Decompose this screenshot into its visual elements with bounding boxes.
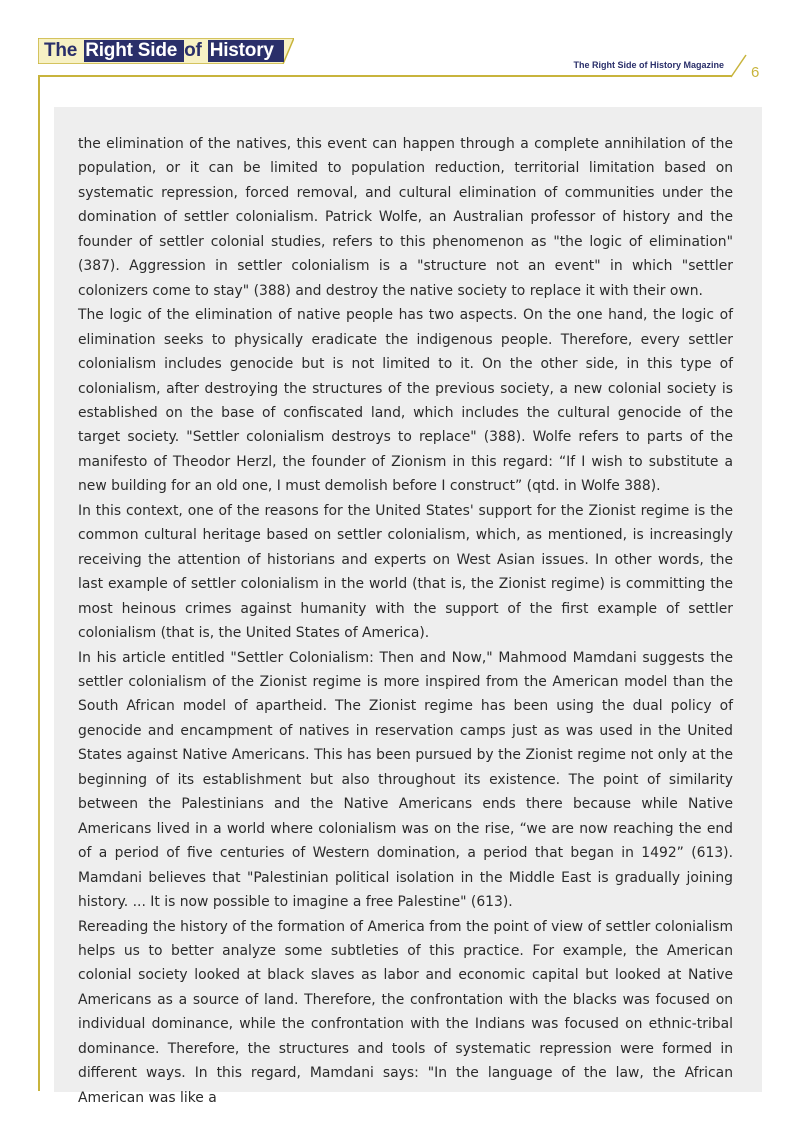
magazine-logo xyxy=(38,38,294,64)
paragraph-5: Rereading the history of the formation of America from the point of view of settler colonialism helps us to better analyze some subtleties of this practice. For example, the American colonial society looked at black slaves as labor and economic capital but looked at Native Americans as a source of land. Therefore, the confrontation with the blacks was focused on individual dominance, while the confrontation with the Indians was focused on ethnic-tribal dominance. Therefore, the structures and tools of systematic repression were formed in different ways. In this regard, Mamdani says: "In the language of the law, the African American was like a xyxy=(78,918,733,1106)
page-number: 6 xyxy=(751,64,760,81)
paragraph-4: In his article entitled "Settler Colonialism: Then and Now," Mahmood Mamdani suggests the settler colonialism of the Zionist regime is more inspired from the American model than the South African model of apartheid. The Zionist regime has been using the dual policy of genocide and encampment of natives in reservation camps just as was used in the United States against Native Americans. This has been pursued by the Zionist regime not only at the beginning of its establishment but also throughout its existence. The point of similarity between the Palestinians and the Native Americans ends there because while Native Americans lived in a world where colonialism was on the rise, “we are now reaching the end of a period of five centuries of Western domination, a period that began in 1492” (613). Mamdani believes that "Palestinian political isolation in the Middle East is gradually joining history. ... It is now possible to imagine a free Palestine" (613). xyxy=(78,649,733,911)
page-number-slash xyxy=(730,54,748,78)
logo-wordmark xyxy=(38,38,274,64)
logo-word-right-side: Right Side xyxy=(85,40,178,61)
logo-word-history: History xyxy=(209,40,274,61)
paragraph-3: In this context, one of the reasons for the United States' support for the Zionist regime is the common cultural heritage based on settler colonialism, which, as mentioned, is increasingly receiving the attention of historians and experts on West Asian issues. In other words, the last example of settler colonialism in the world (that is, the Zionist regime) is committing the most heinous crimes against humanity with the support of the first example of settler colonialism (that is, the United States of America). xyxy=(78,502,733,642)
logo-word-the: The xyxy=(44,40,78,61)
logo-word-of: of xyxy=(184,40,202,61)
article-body xyxy=(78,132,733,1110)
paragraph-2: The logic of the elimination of native people has two aspects. On the one hand, the logic of elimination seeks to physically eradicate the indigenous people. Therefore, every settler colonialism includes genocide but is not limited to it. On the other side, in this type of colonialism, after destroying the structures of the previous society, a new colonial society is established on the base of confiscated land, which includes the cultural genocide of the target society. "Settler colonialism destroys to replace" (388). Wolfe refers to parts of the manifesto of Theodor Herzl, the founder of Zionism in this regard: “If I wish to substitute a new building for an old one, I must demolish before I construct” (qtd. in Wolfe 388). xyxy=(78,307,733,495)
article-content-panel xyxy=(54,107,762,1106)
paragraph-1: the elimination of the natives, this event can happen through a complete annihilation of the population, or it can be limited to population reduction, territorial limitation based on systematic repression, forced removal, and cultural elimination of communities under the domination of settler colonialism. Patrick Wolfe, an Australian professor of history and the founder of settler colonial studies, refers to this phenomenon as "the logic of elimination" (387). Aggression in settler colonialism is a "structure not an event" in which "settler colonizers come to stay" (388) and destroy the native society to replace it with their own. xyxy=(78,136,733,299)
left-margin-rule xyxy=(38,76,40,1091)
magazine-title: The Right Side of History Magazine xyxy=(573,60,724,70)
header-rule xyxy=(38,75,732,77)
